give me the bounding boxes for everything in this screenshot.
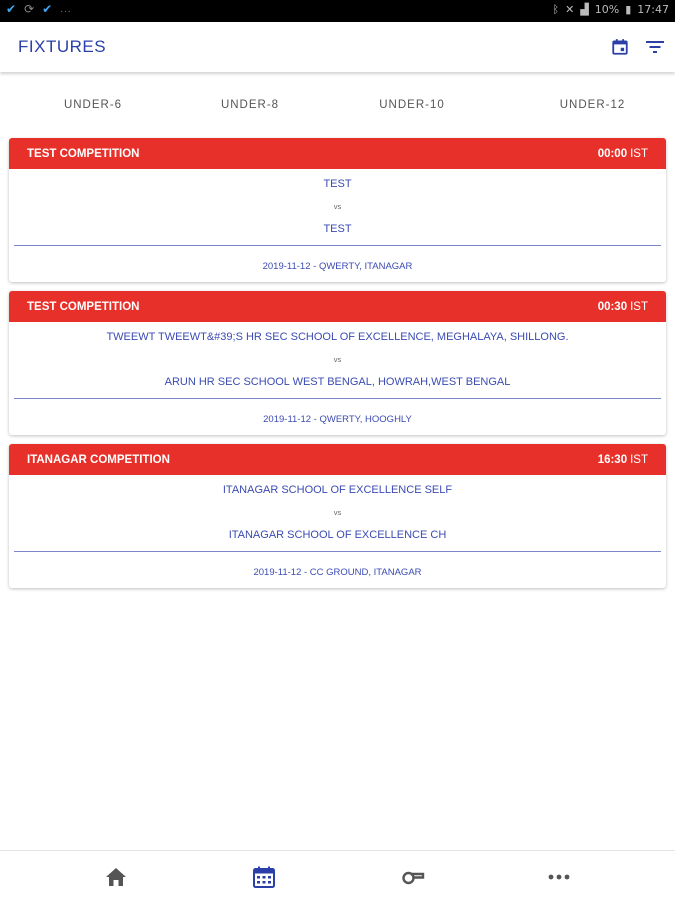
home-team: ITANAGAR SCHOOL OF EXCELLENCE SELF [222,484,453,496]
status-notifications [6,2,72,16]
home-team: TWEEWT TWEEWT&#39;S HR SEC SCHOOL OF EXCELLENCE, MEGHALAYA, SHILLONG. [106,331,569,343]
nav-fixtures-button[interactable] [251,865,277,889]
away-team: ARUN HR SEC SCHOOL WEST BENGAL, HOWRAH,WEST BENGAL [164,376,511,388]
fixture-time-value: 00:30 [597,300,628,313]
age-group-tabs [0,88,675,122]
tab-under-10[interactable]: UNDER-10 [379,99,445,111]
versus-label: vs [333,508,342,517]
divider [14,245,661,246]
fixture-card-header [9,291,666,322]
calendar-icon [611,38,629,56]
away-team: ITANAGAR SCHOOL OF EXCELLENCE CH [228,529,447,541]
app-bar [0,22,675,72]
more-icon [547,873,571,881]
fixture-date-venue: 2019-11-12 - QWERTY, HOOGHLY [263,414,412,425]
battery-percent: 10% [594,3,620,16]
versus-label: vs [333,355,342,364]
check-icon: ✔ [6,2,17,16]
fixture-timezone: IST [630,147,648,160]
away-team: TEST [323,223,352,235]
battery-icon: ▮ [625,3,632,16]
fixture-card-body [9,475,666,588]
sync-icon: ⟳ [24,2,35,16]
status-system-icons [552,3,669,16]
versus-label: vs [333,202,342,211]
bottom-navigation [0,850,675,900]
competition-name: TEST COMPETITION [27,300,140,313]
fixture-timezone: IST [630,453,648,466]
fixture-time [598,148,648,160]
nav-home-button[interactable] [103,865,129,889]
fixture-date-venue: 2019-11-12 - CC GROUND, ITANAGAR [253,567,422,578]
calendar-button[interactable] [609,36,631,58]
mute-icon: ✕ [565,3,575,16]
fixture-time [598,454,648,466]
status-bar [0,0,675,22]
competition-name: ITANAGAR COMPETITION [27,453,170,466]
fixture-time [598,301,648,313]
filter-button[interactable] [644,36,666,58]
home-icon [105,867,127,887]
fixture-card-body [9,169,666,282]
divider [14,398,661,399]
calendar-icon [252,865,276,889]
filter-icon [645,39,665,55]
competition-name: TEST COMPETITION [27,147,140,160]
fixture-card-body [9,322,666,435]
fixture-date-venue: 2019-11-12 - QWERTY, ITANAGAR [262,261,413,272]
nav-more-button[interactable] [546,865,572,889]
fixture-card-header [9,138,666,169]
tab-under-8[interactable]: UNDER-8 [220,99,280,111]
more-notifications-indicator: ... [60,3,72,15]
fixture-time-value: 16:30 [597,453,628,466]
whistle-icon [401,868,425,886]
check-icon: ✔ [42,2,53,16]
fixture-card[interactable] [9,444,666,588]
status-time: 17:47 [637,3,669,16]
divider [14,551,661,552]
fixture-card[interactable] [9,138,666,282]
fixture-time-value: 00:00 [597,147,628,160]
bluetooth-icon: ᛒ [552,3,560,16]
fixture-timezone: IST [630,300,648,313]
home-team: TEST [323,178,352,190]
page-title: FIXTURES [18,37,107,56]
tab-under-12[interactable]: UNDER-12 [559,99,626,111]
signal-icon: ▟ [580,3,589,16]
fixture-card[interactable] [9,291,666,435]
nav-referee-button[interactable] [400,865,426,889]
fixture-card-header [9,444,666,475]
tab-under-6[interactable]: UNDER-6 [63,99,123,111]
